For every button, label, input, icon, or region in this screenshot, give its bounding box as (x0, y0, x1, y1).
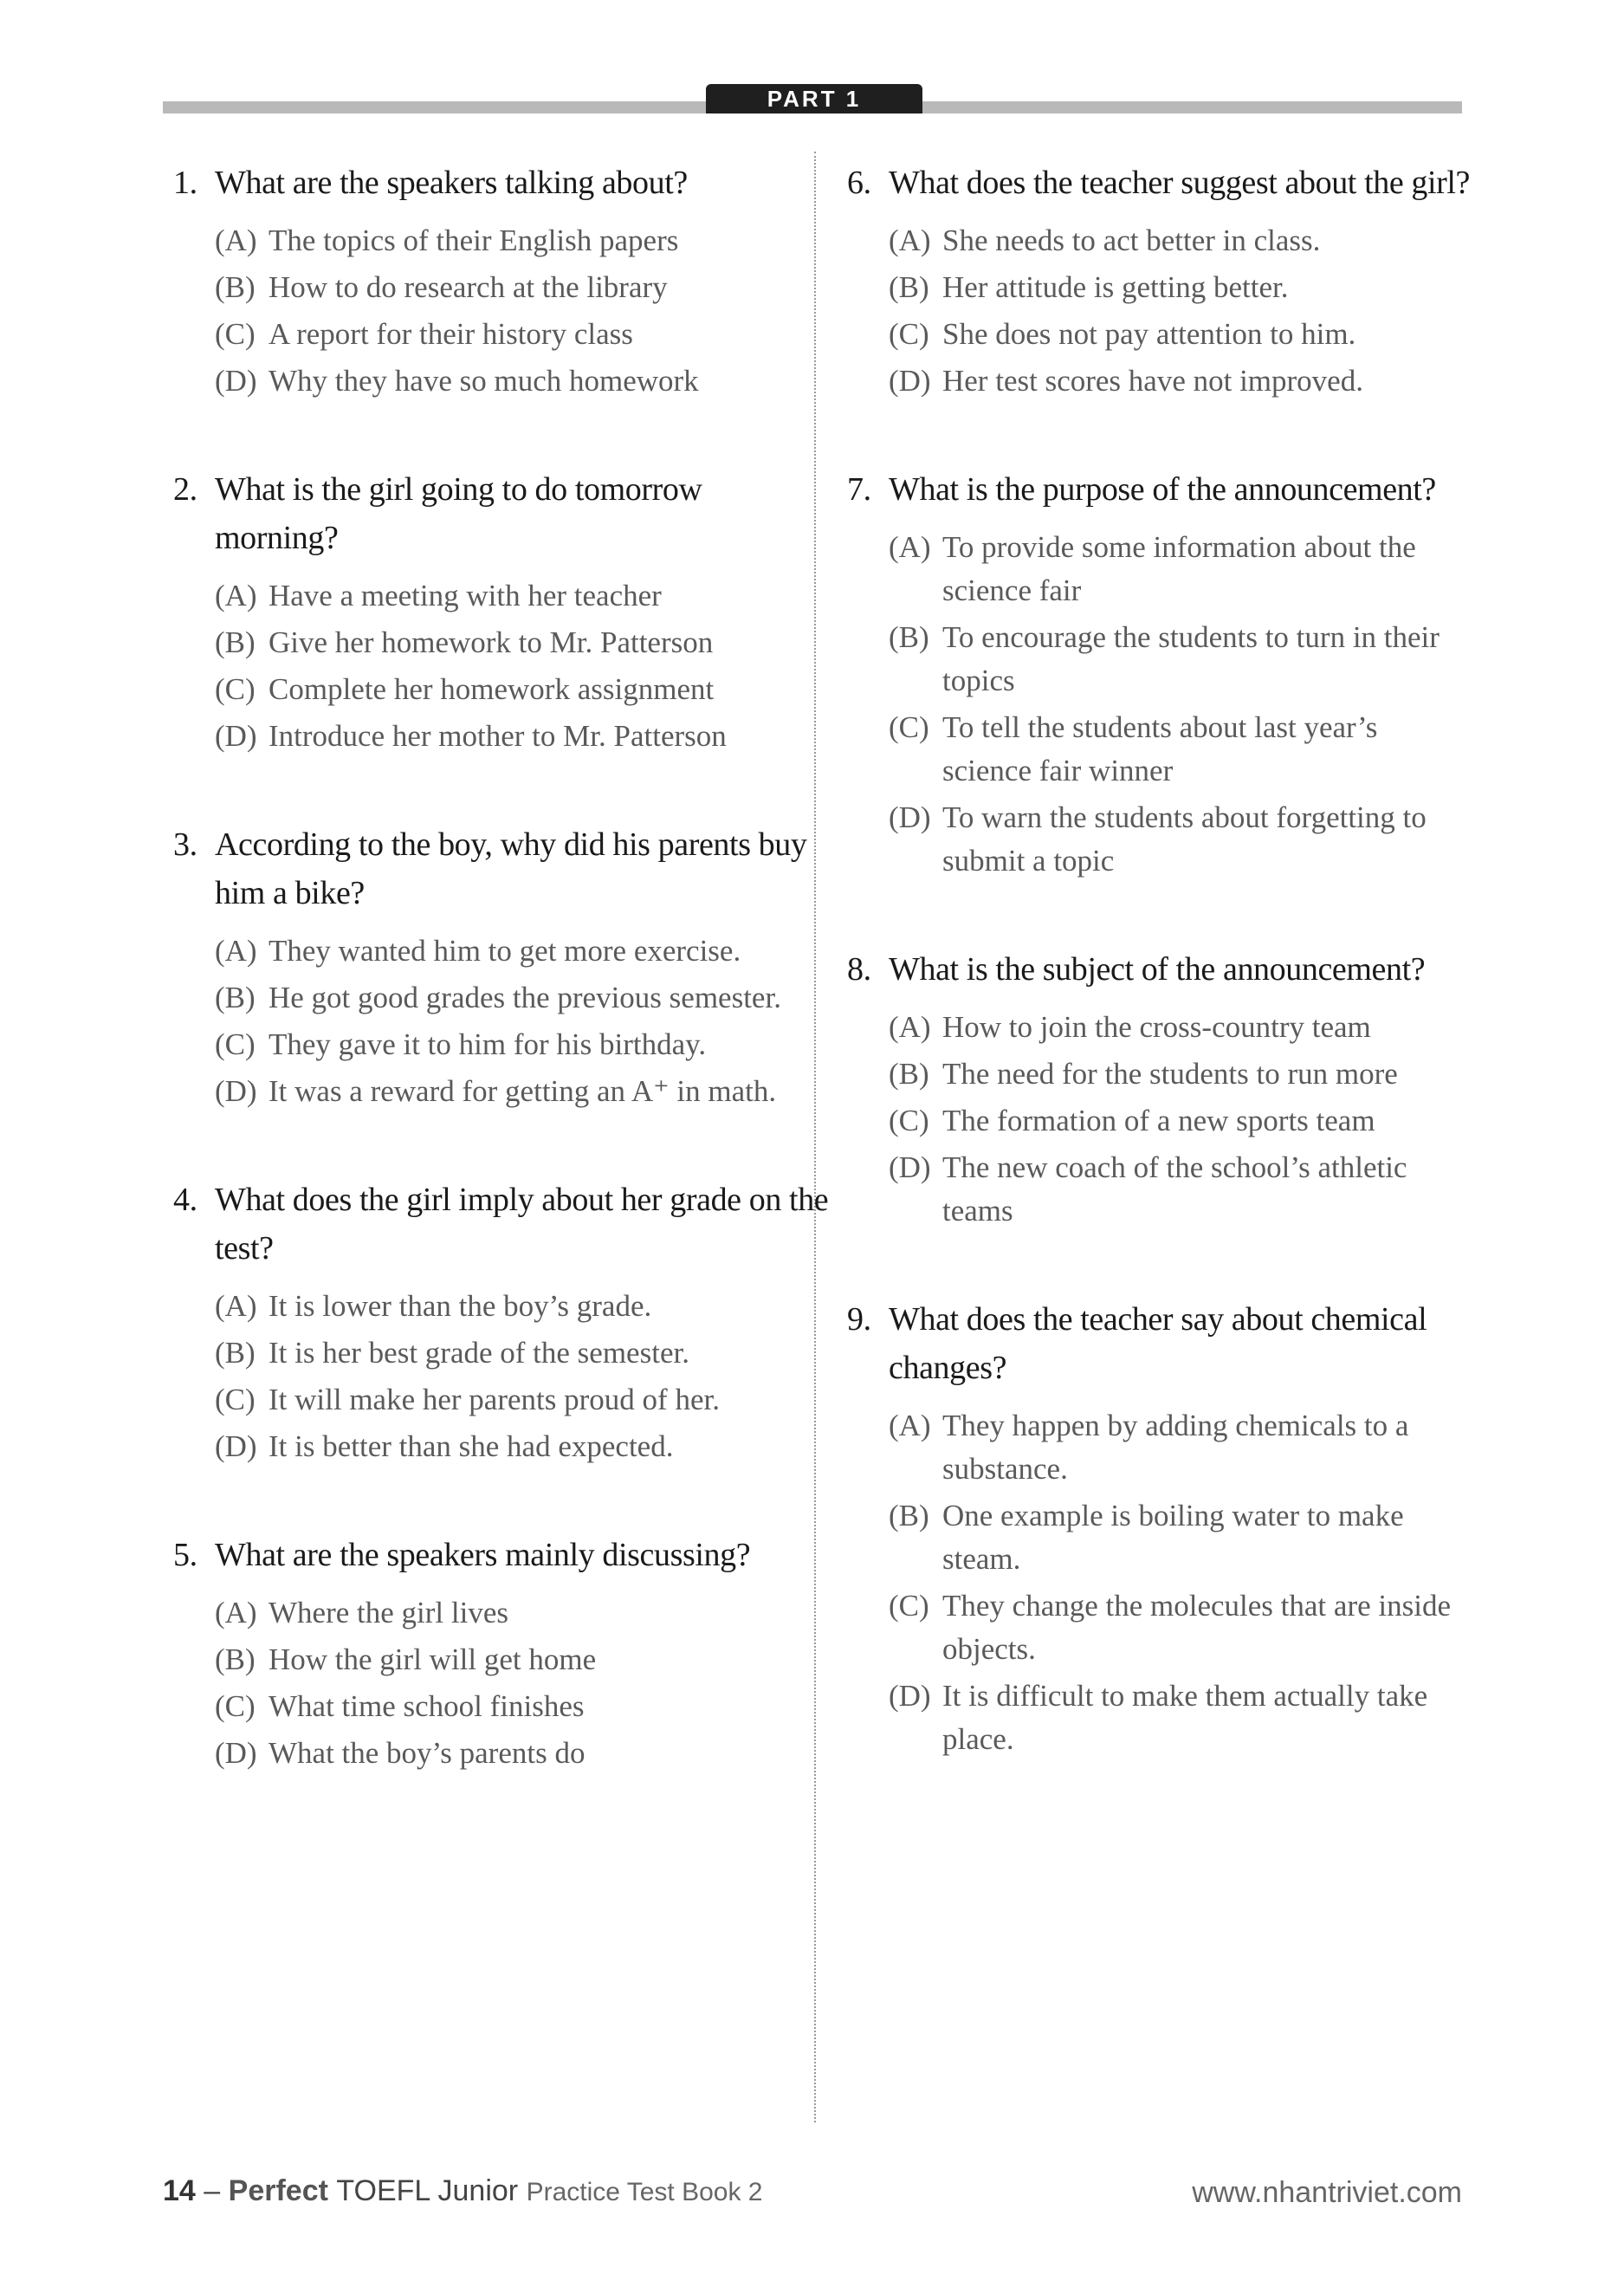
option-letter: (C) (889, 1104, 929, 1137)
question (173, 465, 831, 758)
answer-options (889, 1006, 1471, 1233)
option-letter: (C) (215, 1027, 256, 1061)
option-text: They change the molecules that are inside objects. (942, 1589, 1451, 1666)
option-letter: (D) (889, 364, 931, 398)
question-number: 4. (173, 1182, 197, 1218)
question-number: 6. (847, 165, 871, 201)
question-number: 7. (847, 471, 871, 508)
answer-option (215, 1425, 831, 1468)
question-text: What is the subject of the announcement? (889, 951, 1426, 988)
option-text: He got good grades the previous semester. (269, 981, 781, 1014)
answer-option (889, 706, 1471, 793)
option-letter: (A) (889, 224, 931, 257)
answer-option (215, 219, 831, 262)
page-number: 14 (163, 2174, 196, 2207)
option-text: It was a reward for getting an A⁺ in math. (269, 1074, 777, 1108)
option-letter: (A) (215, 1289, 257, 1323)
answer-option (215, 1732, 831, 1775)
option-text: How to join the cross-country team (942, 1010, 1371, 1044)
option-text: It is difficult to make them actually take place. (942, 1679, 1428, 1756)
left-column (173, 159, 831, 1837)
answer-option (215, 621, 831, 664)
question-text: What is the purpose of the announcement? (889, 471, 1436, 508)
option-text: The formation of a new sports team (942, 1104, 1375, 1137)
answer-options (889, 1404, 1471, 1761)
question-number: 1. (173, 165, 197, 201)
question-stem (847, 159, 1471, 207)
option-text: How to do research at the library (269, 270, 668, 304)
option-letter: (B) (889, 270, 929, 304)
question-stem (173, 1176, 831, 1273)
option-text: They happen by adding chemicals to a substance. (942, 1409, 1409, 1486)
option-letter: (C) (215, 317, 256, 351)
answer-options (889, 219, 1471, 403)
part-label: PART 1 (706, 84, 922, 113)
option-letter: (A) (889, 1010, 931, 1044)
option-text: She does not pay attention to him. (942, 317, 1356, 351)
question-text: What are the speakers mainly discussing? (215, 1537, 751, 1573)
option-letter: (D) (215, 1736, 257, 1770)
answer-option (215, 930, 831, 973)
answer-option (889, 796, 1471, 883)
answer-option (215, 313, 831, 356)
option-letter: (B) (889, 1499, 929, 1532)
question (173, 1531, 831, 1775)
option-letter: (D) (215, 1429, 257, 1463)
option-letter: (B) (889, 1057, 929, 1091)
answer-options (215, 930, 831, 1113)
option-letter: (A) (215, 934, 257, 968)
option-letter: (D) (889, 1150, 931, 1184)
answer-option (889, 1099, 1471, 1143)
question-text: What is the girl going to do tomorrow morning? (215, 471, 702, 556)
answer-option (889, 526, 1471, 612)
option-letter: (A) (889, 530, 931, 564)
option-text: The topics of their English papers (269, 224, 679, 257)
answer-options (215, 1285, 831, 1468)
answer-option (215, 1591, 831, 1635)
answer-option (889, 219, 1471, 262)
answer-options (889, 526, 1471, 883)
footer-website: www.nhantriviet.com (1192, 2176, 1462, 2209)
right-column (847, 159, 1471, 1824)
option-letter: (C) (889, 1589, 929, 1623)
option-letter: (B) (215, 1642, 256, 1676)
answer-option (215, 976, 831, 1020)
option-text: The need for the students to run more (942, 1057, 1398, 1091)
option-text: Where the girl lives (269, 1596, 508, 1629)
answer-option (215, 1023, 831, 1066)
answer-option (215, 360, 831, 403)
option-text: She needs to act better in class. (942, 224, 1321, 257)
question-stem (173, 159, 831, 207)
option-text: How the girl will get home (269, 1642, 597, 1676)
footer-dash: – (195, 2174, 229, 2207)
question-stem (847, 945, 1471, 994)
answer-option (889, 1146, 1471, 1233)
answer-option (215, 715, 831, 758)
question-text: According to the boy, why did his parents buy him a bike? (215, 826, 807, 911)
option-text: Why they have so much homework (269, 364, 699, 398)
answer-option (215, 1378, 831, 1422)
option-text: To tell the students about last year’s science fair winner (942, 710, 1378, 787)
answer-option (215, 1285, 831, 1328)
question-number: 5. (173, 1537, 197, 1573)
option-letter: (A) (215, 579, 257, 612)
option-text: A report for their history class (269, 317, 633, 351)
option-letter: (A) (889, 1409, 931, 1442)
option-letter: (B) (889, 620, 929, 654)
option-text: One example is boiling water to make steam. (942, 1499, 1404, 1576)
option-letter: (C) (889, 317, 929, 351)
option-letter: (C) (215, 1383, 256, 1416)
question (173, 159, 831, 403)
answer-options (215, 574, 831, 758)
answer-option (215, 574, 831, 618)
answer-option (215, 1331, 831, 1375)
question-number: 2. (173, 471, 197, 508)
option-text: Complete her homework assignment (269, 672, 715, 706)
question-stem (847, 465, 1471, 514)
question (847, 159, 1471, 403)
question (847, 465, 1471, 883)
question-stem (173, 1531, 831, 1579)
question-stem (847, 1295, 1471, 1392)
option-letter: (D) (889, 800, 931, 834)
question-text: What does the girl imply about her grade on the test? (215, 1182, 829, 1267)
answer-option (889, 360, 1471, 403)
question (173, 820, 831, 1113)
option-text: It is better than she had expected. (269, 1429, 674, 1463)
option-text: The new coach of the school’s athletic teams (942, 1150, 1407, 1228)
option-letter: (A) (215, 224, 257, 257)
answer-option (215, 1070, 831, 1113)
answer-option (889, 1053, 1471, 1096)
answer-option (215, 266, 831, 309)
option-text: They wanted him to get more exercise. (269, 934, 741, 968)
answer-option (889, 1675, 1471, 1761)
option-text: Introduce her mother to Mr. Patterson (269, 719, 727, 753)
option-text: They gave it to him for his birthday. (269, 1027, 707, 1061)
option-letter: (D) (215, 1074, 257, 1108)
question (847, 945, 1471, 1233)
question-text: What does the teacher say about chemical changes? (889, 1301, 1427, 1386)
footer-title (163, 2174, 763, 2208)
question (847, 1295, 1471, 1761)
option-text: It is her best grade of the semester. (269, 1336, 689, 1370)
option-text: What time school finishes (269, 1689, 585, 1723)
answer-option (889, 313, 1471, 356)
option-text: What the boy’s parents do (269, 1736, 586, 1770)
option-text: Give her homework to Mr. Patterson (269, 625, 714, 659)
footer-series: TOEFL Junior (336, 2174, 527, 2207)
option-letter: (B) (215, 1336, 256, 1370)
question-number: 8. (847, 951, 871, 988)
question-text: What are the speakers talking about? (215, 165, 688, 201)
footer-book: Practice Test Book 2 (526, 2178, 763, 2206)
option-text: It is lower than the boy’s grade. (269, 1289, 652, 1323)
option-text: Her test scores have not improved. (942, 364, 1363, 398)
answer-option (889, 266, 1471, 309)
option-letter: (B) (215, 981, 256, 1014)
answer-option (889, 1006, 1471, 1049)
answer-option (889, 1584, 1471, 1671)
question-number: 3. (173, 826, 197, 863)
option-text: To warn the students about forgetting to submit a topic (942, 800, 1427, 878)
option-letter: (D) (889, 1679, 931, 1713)
option-text: To provide some information about the science fair (942, 530, 1416, 607)
question (173, 1176, 831, 1468)
question-text: What does the teacher suggest about the girl? (889, 165, 1471, 201)
option-letter: (A) (215, 1596, 257, 1629)
option-letter: (B) (215, 625, 256, 659)
question-stem (173, 820, 831, 917)
question-number: 9. (847, 1301, 871, 1338)
option-letter: (C) (215, 672, 256, 706)
answer-option (889, 1404, 1471, 1491)
footer-brand: Perfect (228, 2174, 337, 2207)
answer-option (215, 668, 831, 711)
answer-option (889, 616, 1471, 703)
option-letter: (B) (215, 270, 256, 304)
option-letter: (D) (215, 719, 257, 753)
option-text: Her attitude is getting better. (942, 270, 1289, 304)
answer-option (889, 1494, 1471, 1581)
option-letter: (C) (215, 1689, 256, 1723)
option-letter: (D) (215, 364, 257, 398)
option-text: It will make her parents proud of her. (269, 1383, 720, 1416)
option-text: Have a meeting with her teacher (269, 579, 662, 612)
answer-option (215, 1638, 831, 1681)
answer-option (215, 1685, 831, 1728)
question-stem (173, 465, 831, 562)
answer-options (215, 219, 831, 403)
answer-options (215, 1591, 831, 1775)
option-letter: (C) (889, 710, 929, 744)
option-text: To encourage the students to turn in their topics (942, 620, 1440, 697)
